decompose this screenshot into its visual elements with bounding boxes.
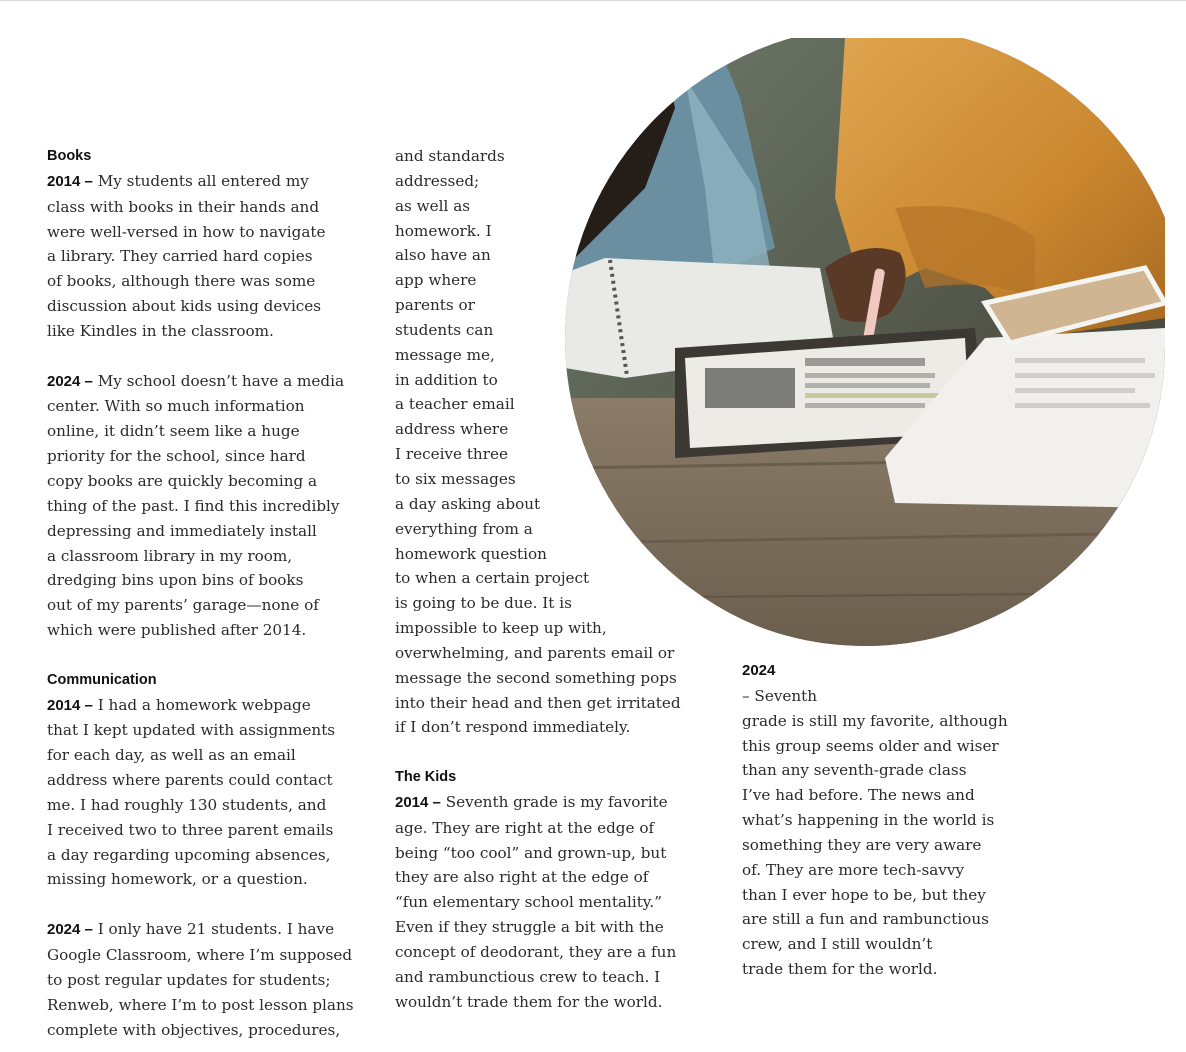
year-label: 2014 – [47, 172, 93, 190]
column-1 [47, 144, 377, 1042]
the-kids-heading: The Kids [395, 769, 457, 786]
books-2014-paragraph: 2014 – My students all entered my class with books in their hands and were well-versed in how to navigate a library. They carried hard copies of books, although there was some discussion about kids using devices like Kindles in the classroom. [47, 171, 326, 340]
year-label: 2024 – [47, 921, 93, 939]
kids-2024-paragraph: 2024 – Seventh grade is still my favorite, although this group seems older and wiser than any seventh-grade class I’ve had before. The news and what’s happening in the world is something they are very aware of. They are more tech-savvy than I ever hope to be, but they are still a fun and rambunctious crew, and I still wouldn’t trade them for the world. [742, 659, 1042, 982]
year-label: 2024 [742, 662, 776, 679]
books-2024-paragraph: 2024 – My school doesn’t have a media center. With so much information online, it didn’t seem like a huge priority for the school, since hard copy books are quickly becoming a thing of the past. I find this incredibly depressing and immediately install a classroom library in my room, dredging bins upon bins of books out of my parents’ garage—none of which were published after 2014. [47, 371, 345, 640]
top-rule [0, 0, 1186, 1]
column-3 [742, 659, 1042, 982]
communication-2014-paragraph: 2014 – I had a homework webpage that I kept updated with assignments for each day, as well as an email address where parents could contact me. I had roughly 130 students, and I received two to three parent emails a day regarding upcoming absences, missing homework, or a question. [47, 695, 336, 889]
year-label: 2014 – [47, 696, 93, 714]
communication-heading: Communication [47, 671, 157, 688]
books-heading: Books [47, 148, 92, 164]
communication-2024-paragraph: 2024 – I only have 21 students. I have Google Classroom, where I’m supposed to post regular updates for students; Renweb, where I’m to post lesson plans complete with objectives, procedures, [47, 920, 354, 1039]
kids-2014-paragraph: 2014 – Seventh grade is my favorite age. They are right at the edge of being “too cool” and grown-up, but they are also right at the edge of “fun elementary school mentality.” Even if they struggle a bit with the concept of deodorant, they are a fun and rambunctious crew to teach. I wouldn’t trade them for the world. [395, 792, 677, 1011]
communication-2024-continued: and standards addressed; as well as homework. I also have an app where parents or students can message me, in addition to a teacher email address where I receive three to six messages a day asking about everything from a homework question to when a certain project is going to be due. It is impossible to keep up with, overwhelming, and parents email or message the second something pops into their head and then get irritated if I don’t respond immediately. [395, 147, 681, 737]
year-label: 2024 – [47, 372, 93, 390]
column-2 [395, 144, 695, 1015]
year-label: 2014 – [395, 793, 441, 811]
